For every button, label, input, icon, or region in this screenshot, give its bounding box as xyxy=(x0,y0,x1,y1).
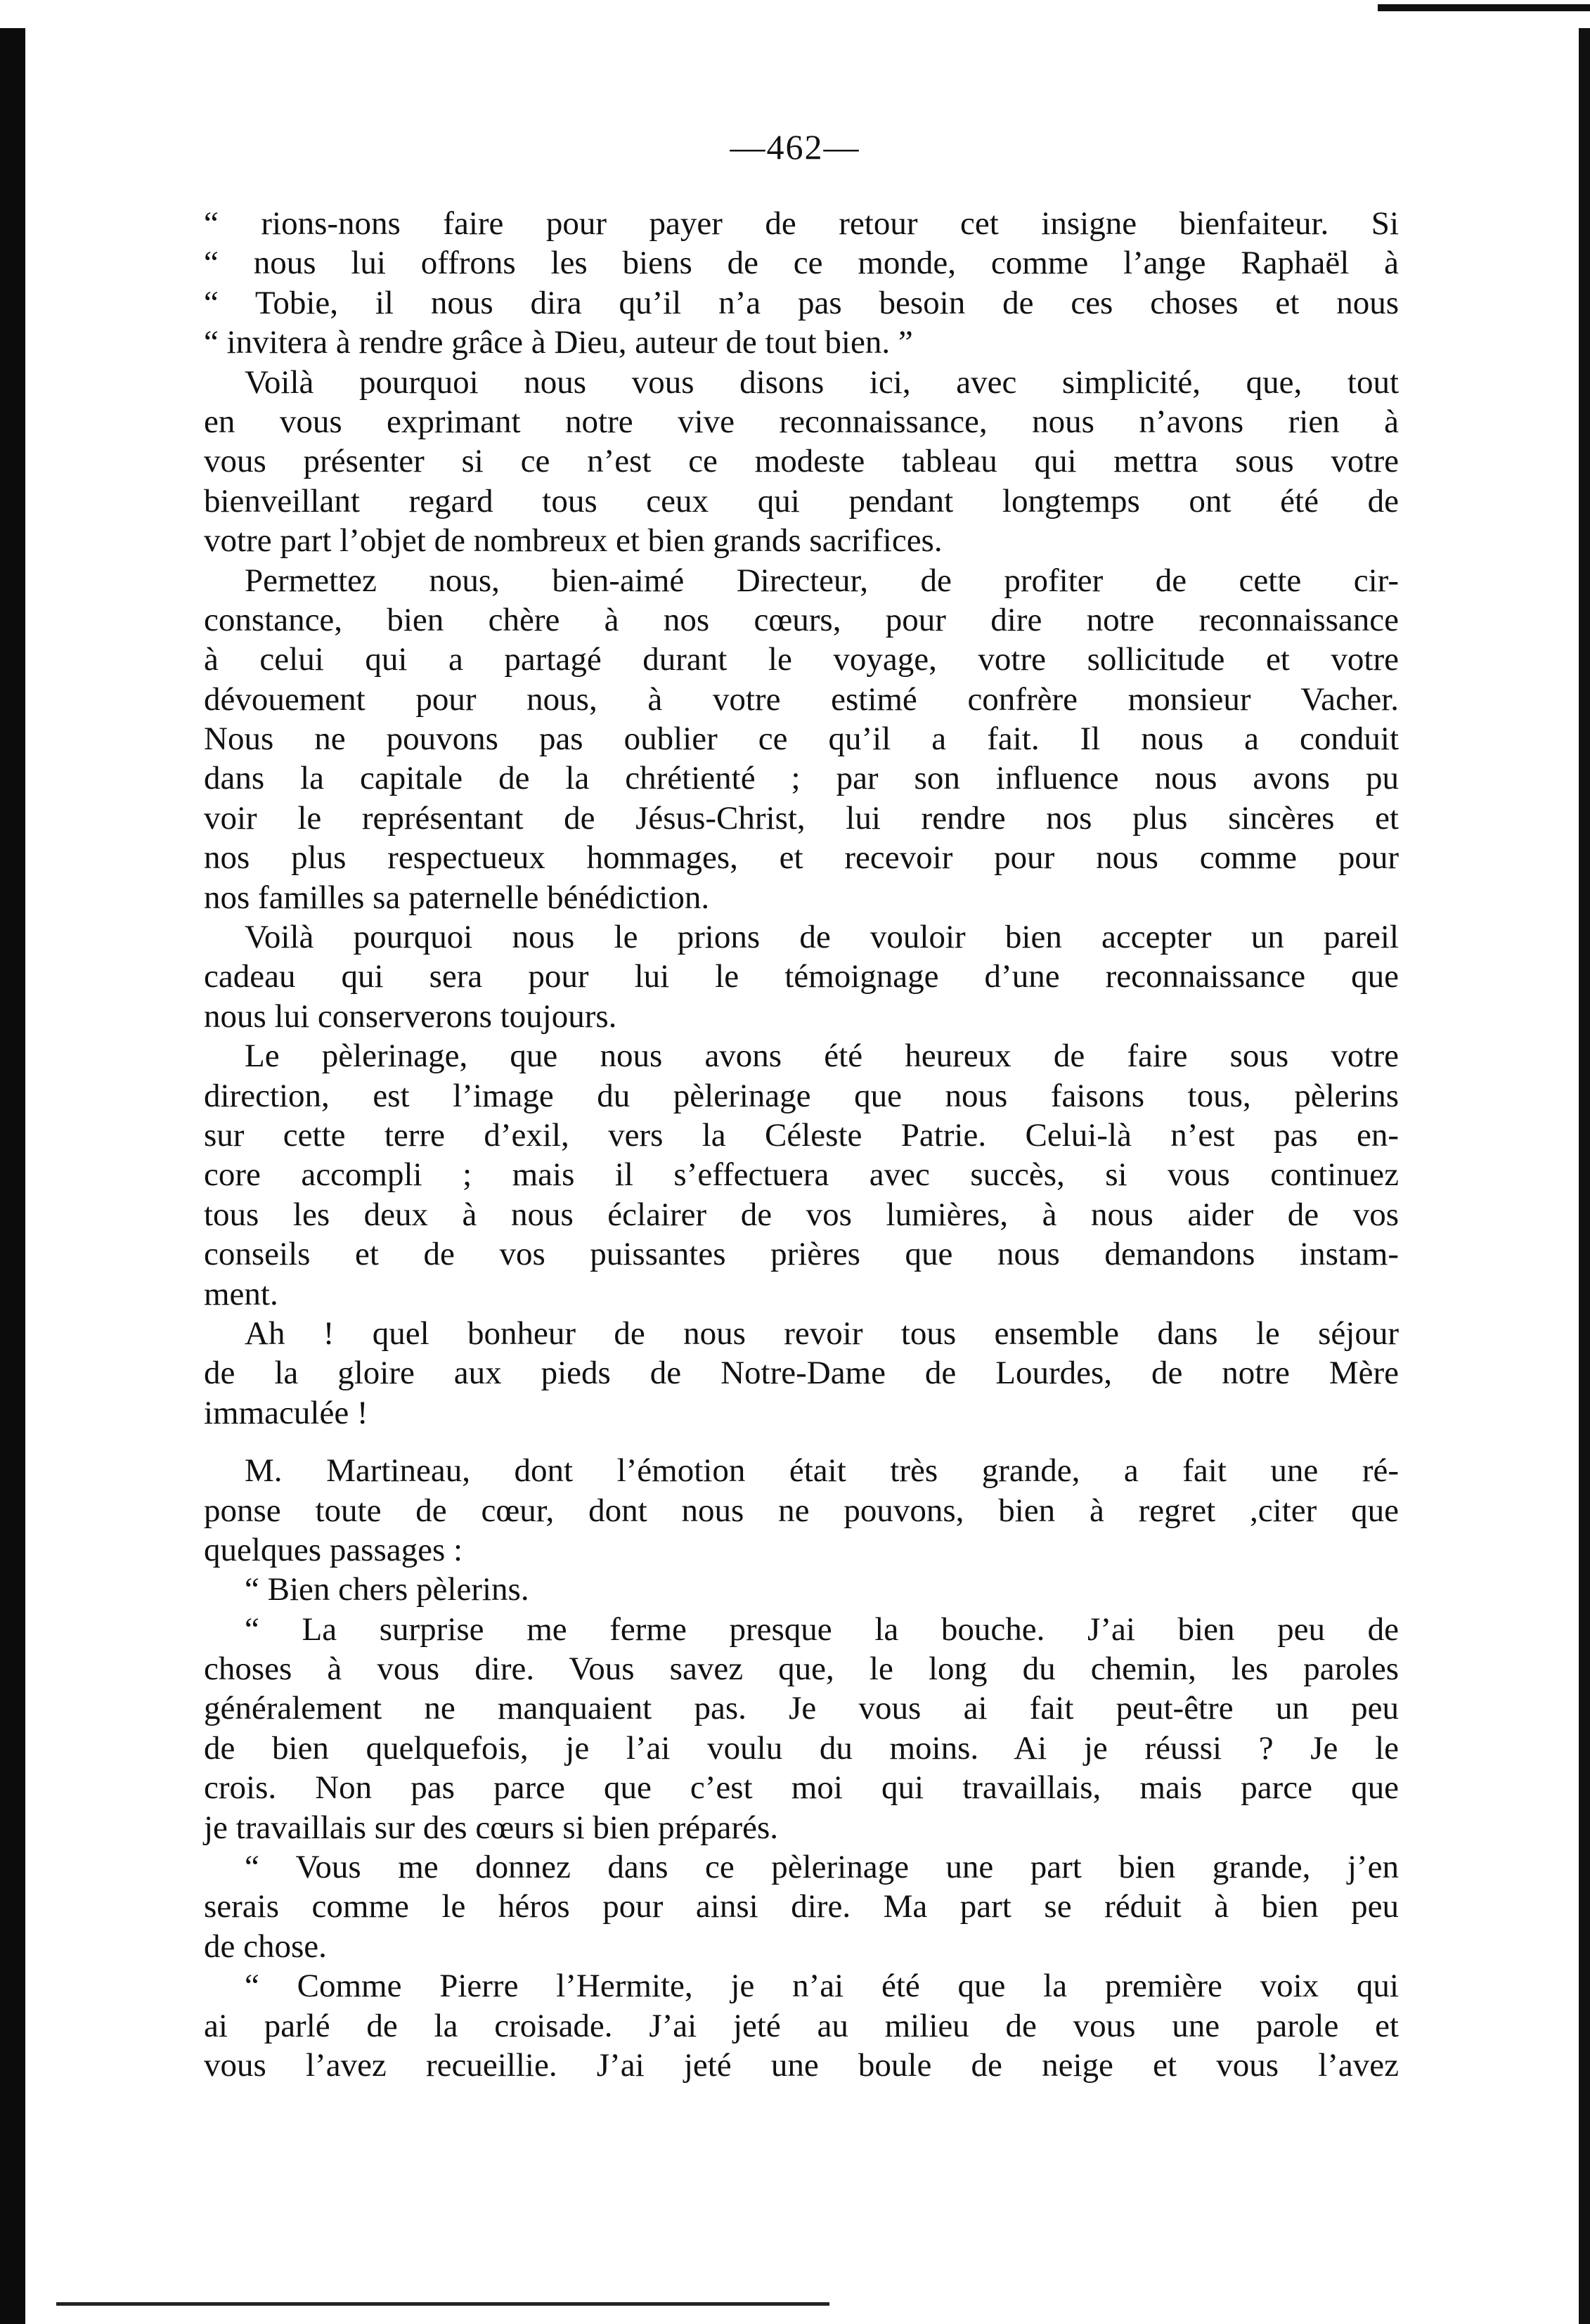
text-line: nos plus respectueux hommages, et recevoir pour nous comme pour xyxy=(204,839,1399,877)
text-line: “ Bien chers pèlerins. xyxy=(245,1571,529,1608)
scan-border-right xyxy=(1579,28,1590,2324)
text-line: dévouement pour nous, à votre estimé confrère monsieur Vacher. xyxy=(204,680,1399,718)
text-line: en vous exprimant notre vive reconnaissance, nous n’avons rien à xyxy=(204,403,1399,440)
text-line: “ Comme Pierre l’Hermite, je n’ai été que la première voix qui xyxy=(245,1968,1399,2005)
text-line: sur cette terre d’exil, vers la Céleste Patrie. Celui-là n’est pas en- xyxy=(204,1116,1399,1154)
scan-border-bottom xyxy=(56,2302,829,2306)
text-line: “ invitera à rendre grâce à Dieu, auteur de tout bien. ” xyxy=(204,324,913,361)
text-line: dans la capitale de la chrétienté ; par son influence nous avons pu xyxy=(204,760,1399,797)
text-line: à celui qui a partagé durant le voyage, votre sollicitude et votre xyxy=(204,641,1399,678)
scan-border-top xyxy=(1378,4,1590,11)
text-line: bienveillant regard tous ceux qui pendant longtemps ont été de xyxy=(204,482,1399,519)
text-line: Voilà pourquoi nous vous disons ici, avec simplicité, que, tout xyxy=(245,363,1399,401)
text-line: cadeau qui sera pour lui le témoignage d’une reconnaissance que xyxy=(204,958,1399,995)
text-line: Le pèlerinage, que nous avons été heureux de faire sous votre xyxy=(245,1038,1399,1075)
scan-border-left xyxy=(0,28,25,2324)
text-line: constance, bien chère à nos cœurs, pour dire notre reconnaissance xyxy=(204,601,1399,638)
text-line: choses à vous dire. Vous savez que, le long du chemin, les paroles xyxy=(204,1651,1399,1688)
text-line: nous lui conserverons toujours. xyxy=(204,998,617,1035)
text-line: crois. Non pas parce que c’est moi qui travaillais, mais parce que xyxy=(204,1769,1399,1807)
text-line: “ Vous me donnez dans ce pèlerinage une part bien grande, j’en xyxy=(245,1849,1399,1886)
text-line: de la gloire aux pieds de Notre-Dame de Lourdes, de notre Mère xyxy=(204,1355,1399,1392)
text-line: “ La surprise me ferme presque la bouche. J’ai bien peu de xyxy=(245,1610,1399,1648)
text-line: Nous ne pouvons pas oublier ce qu’il a fait. Il nous a conduit xyxy=(204,721,1399,758)
text-line: généralement ne manquaient pas. Je vous ai fait peut-être un peu xyxy=(204,1690,1399,1727)
text-line: “ Tobie, il nous dira qu’il n’a pas besoin de ces choses et nous xyxy=(204,284,1399,321)
text-line: M. Martineau, dont l’émotion était très grande, a fait une ré- xyxy=(245,1452,1399,1490)
text-line: Voilà pourquoi nous le prions de vouloir bien accepter un pareil xyxy=(245,919,1399,956)
text-line: ai parlé de la croisade. J’ai jeté au milieu de vous une parole et xyxy=(204,2007,1399,2044)
text-line: Ah ! quel bonheur de nous revoir tous ensemble dans le séjour xyxy=(245,1315,1399,1352)
text-line: nos familles sa paternelle bénédiction. xyxy=(204,879,710,916)
text-line: voir le représentant de Jésus-Christ, lui rendre nos plus sincères et xyxy=(204,799,1399,837)
text-line: vous l’avez recueillie. J’ai jeté une boule de neige et vous l’avez xyxy=(204,2046,1399,2084)
text-line: conseils et de vos puissantes prières que nous demandons instam- xyxy=(204,1236,1399,1273)
text-line: serais comme le héros pour ainsi dire. Ma part se réduit à bien peu xyxy=(204,1888,1399,1925)
text-line: direction, est l’image du pèlerinage que nous faisons tous, pèlerins xyxy=(204,1077,1399,1114)
text-line: tous les deux à nous éclairer de vos lumières, à nous aider de vos xyxy=(204,1196,1399,1233)
text-line: Permettez nous, bien-aimé Directeur, de profiter de cette cir- xyxy=(245,562,1399,599)
text-line: de bien quelquefois, je l’ai voulu du moins. Ai je réussi ? Je le xyxy=(204,1729,1399,1767)
text-line: core accompli ; mais il s’effectuera avec succès, si vous continuez xyxy=(204,1156,1399,1194)
text-line: quelques passages : xyxy=(204,1531,463,1568)
text-line: je travaillais sur des cœurs si bien préparés. xyxy=(204,1809,779,1846)
text-line: ment. xyxy=(204,1275,278,1312)
text-line: de chose. xyxy=(204,1928,327,1965)
text-line: vous présenter si ce n’est ce modeste tableau qui mettra sous votre xyxy=(204,443,1399,480)
text-line: immaculée ! xyxy=(204,1394,368,1431)
text-line: “ nous lui offrons les biens de ce monde, comme l’ange Raphaël à xyxy=(204,245,1399,282)
text-line: “ rions-nons faire pour payer de retour cet insigne bienfaiteur. Si xyxy=(204,205,1399,242)
body-text xyxy=(204,204,1399,2085)
page-number: —462— xyxy=(730,127,860,167)
text-line: ponse toute de cœur, dont nous ne pouvons, bien à regret ,citer que xyxy=(204,1492,1399,1529)
text-line: votre part l’objet de nombreux et bien grands sacrifices. xyxy=(204,522,943,560)
